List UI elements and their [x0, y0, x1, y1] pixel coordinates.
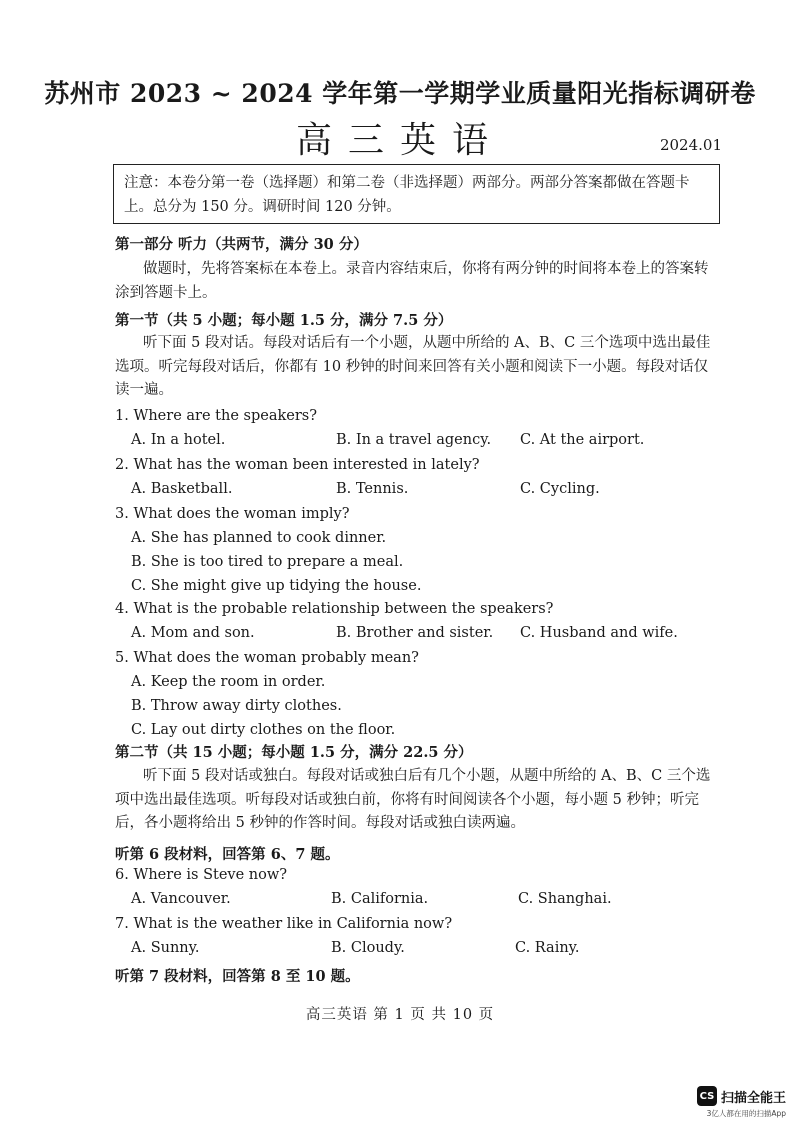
q7-option-c: C. Rainy. — [515, 940, 580, 956]
section1-heading: 第一节（共 5 小题；每小题 1.5 分，满分 7.5 分） — [115, 312, 453, 329]
section2-instruction-text: 听下面 5 段对话或独白。每段对话或独白后有几个小题，从题中所给的 A、B、C 三个选项中选出最佳选项。听每段对话或独白前，你将有时间阅读各个小题，每小题 5 秒钟；听完后，各小题将给出 5 秒钟的作答时间。每段对话或独白读两遍。 — [115, 768, 711, 831]
q6-option-b: B. California. — [331, 891, 429, 907]
scanner-watermark — [697, 1086, 786, 1119]
exam-title: 苏州市 2023 ~ 2024 学年第一学期学业质量阳光指标调研卷 — [44, 79, 756, 108]
q3-option-a: A. She has planned to cook dinner. — [131, 530, 387, 546]
section2-instruction — [115, 765, 719, 836]
subject-title: 高三英语 — [295, 120, 504, 161]
part1-instruction-text: 做题时，先将答案标在本卷上。录音内容结束后，你将有两分钟的时间将本卷上的答案转涂到答题卡上。 — [115, 261, 709, 301]
q7-option-b: B. Cloudy. — [331, 940, 405, 956]
question-5: 5. What does the woman probably mean? — [115, 650, 419, 666]
section1-instruction — [115, 332, 719, 403]
q6-option-a: A. Vancouver. — [131, 891, 231, 907]
question-4: 4. What is the probable relationship between the speakers? — [115, 601, 554, 617]
q2-option-a: A. Basketball. — [131, 481, 233, 497]
q7-option-a: A. Sunny. — [131, 940, 200, 956]
watermark-row — [697, 1086, 786, 1106]
question-2: 2. What has the woman been interested in lately? — [115, 457, 480, 473]
q4-option-b: B. Brother and sister. — [336, 625, 494, 641]
question-6: 6. Where is Steve now? — [115, 867, 288, 883]
exam-date: 2024.01 — [659, 136, 722, 154]
q4-option-a: A. Mom and son. — [131, 625, 255, 641]
section1-instruction-text: 听下面 5 段对话。每段对话后有一个小题，从题中所给的 A、B、C 三个选项中选出最佳选项。听完每段对话后，你都有 10 秒钟的时间来回答有关小题和阅读下一小题。每段对话仅读一遍。 — [115, 335, 711, 398]
q3-option-b: B. She is too tired to prepare a meal. — [131, 554, 404, 570]
q3-option-c: C. She might give up tidying the house. — [131, 578, 422, 594]
watermark-app-name: 扫描全能王 — [720, 1090, 786, 1106]
q6-option-c: C. Shanghai. — [518, 891, 612, 907]
material-6-heading: 听第 6 段材料，回答第 6、7 题。 — [115, 846, 340, 863]
q2-option-c: C. Cycling. — [520, 481, 600, 497]
material-7-heading: 听第 7 段材料，回答第 8 至 10 题。 — [115, 968, 360, 985]
q5-option-b: B. Throw away dirty clothes. — [131, 698, 342, 714]
part1-instruction — [115, 258, 719, 305]
question-1: 1. Where are the speakers? — [115, 408, 317, 424]
q5-option-a: A. Keep the room in order. — [131, 674, 326, 690]
q4-option-c: C. Husband and wife. — [520, 625, 678, 641]
page-footer: 高三英语 第 1 页 共 10 页 — [305, 1007, 495, 1023]
part1-heading: 第一部分 听力（共两节，满分 30 分） — [115, 236, 368, 253]
question-7: 7. What is the weather like in California now? — [115, 916, 453, 932]
q5-option-c: C. Lay out dirty clothes on the floor. — [131, 722, 396, 738]
section2-heading: 第二节（共 15 小题；每小题 1.5 分，满分 22.5 分） — [115, 744, 473, 761]
q1-option-a: A. In a hotel. — [131, 432, 226, 448]
watermark-tagline: 3亿人都在用的扫描App — [706, 1109, 786, 1118]
q2-option-b: B. Tennis. — [336, 481, 409, 497]
notice-box: 注意：本卷分第一卷（选择题）和第二卷（非选择题）两部分。两部分答案都做在答题卡上。总分为 150 分。调研时间 120 分钟。 — [113, 164, 720, 224]
question-3: 3. What does the woman imply? — [115, 506, 350, 522]
q1-option-b: B. In a travel agency. — [336, 432, 492, 448]
camscanner-logo-icon: CS — [697, 1086, 717, 1106]
q1-option-c: C. At the airport. — [520, 432, 645, 448]
